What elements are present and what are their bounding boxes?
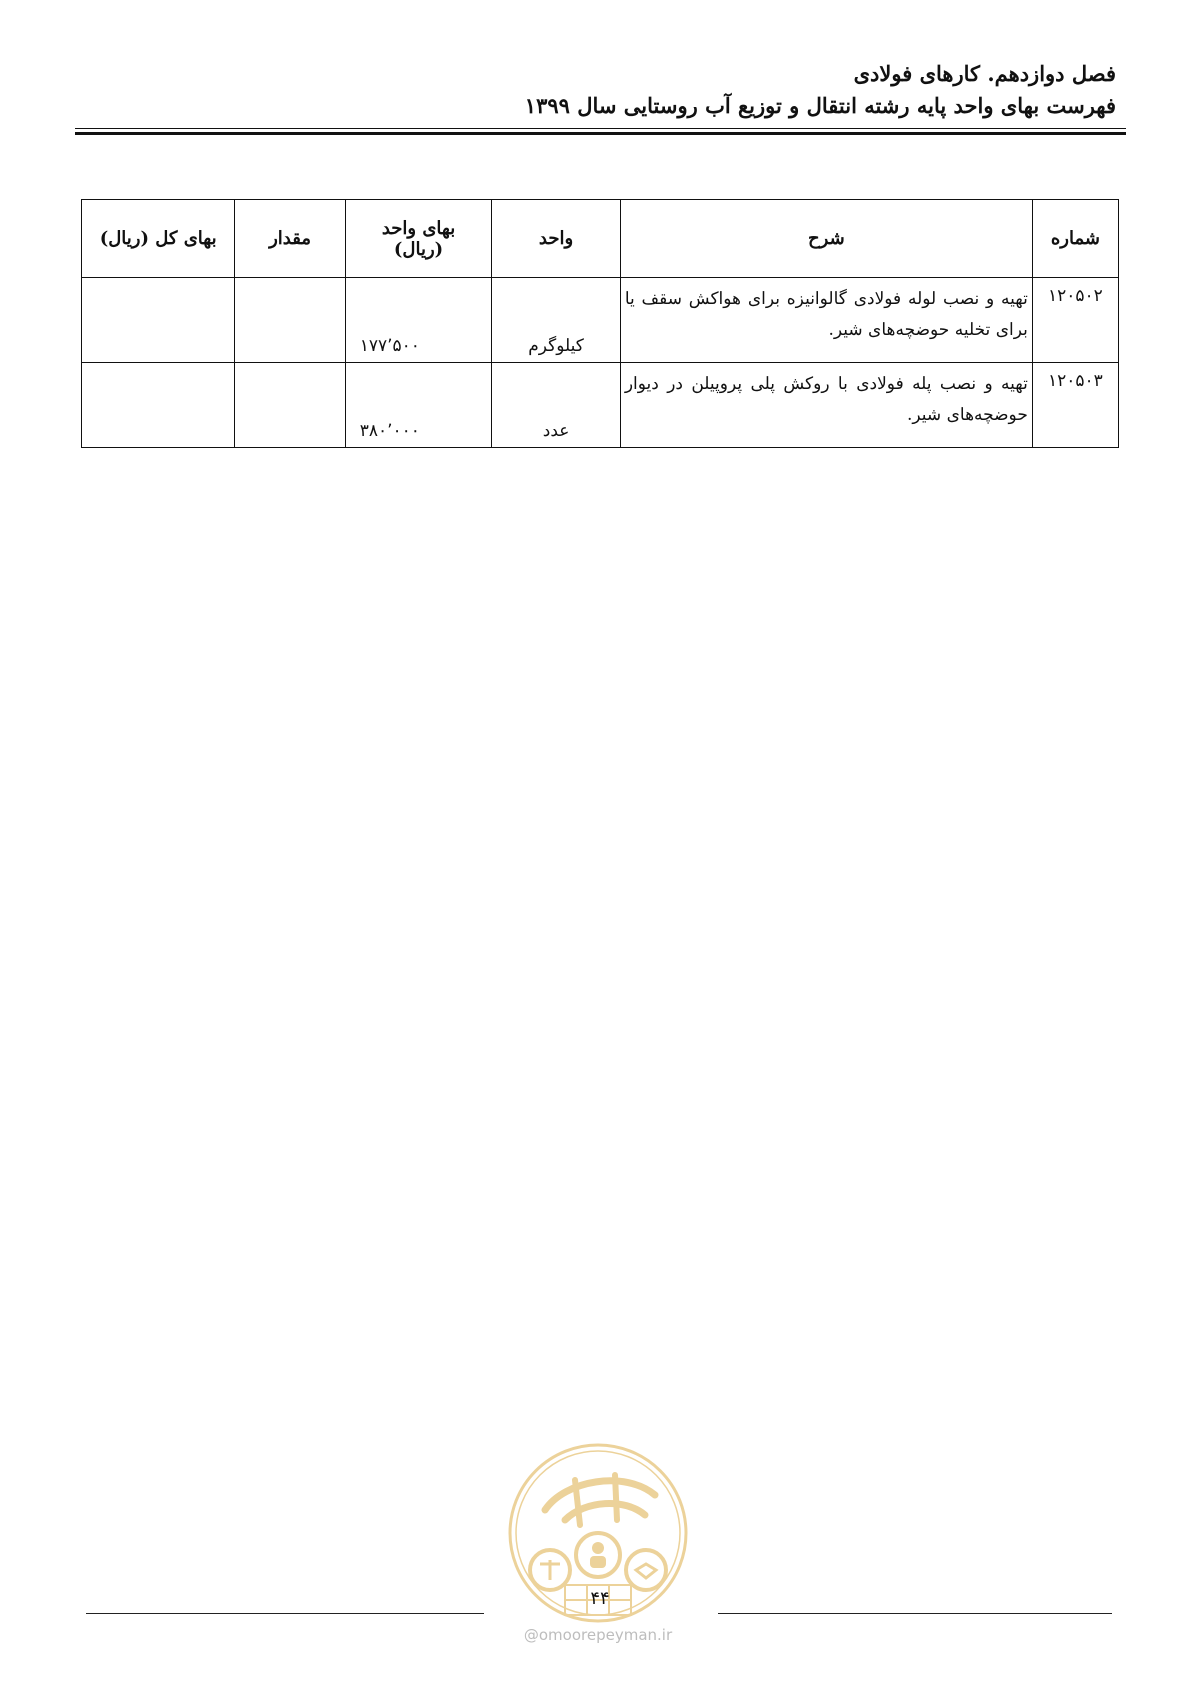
column-header-unit: واحد [492,200,621,278]
table-row [82,363,1119,448]
row-total-price [82,278,235,363]
column-header-quantity: مقدار [235,200,345,278]
row-description: تهیه و نصب پله فولادی با روکش پلی پروپیلن در دیوار حوضچه‌های شیر. [620,363,1032,448]
unit-price-header-line2: (ریال) [393,238,444,260]
site-credit: @omoorepeyman.ir [523,1626,673,1644]
logo-lettering [545,1475,655,1525]
row-quantity [235,363,345,448]
row-total-price [82,363,235,448]
row-unit-price: ۱۷۷٬۵۰۰ [345,278,492,363]
page-header [66,58,1116,122]
header-rule-thick [75,132,1126,135]
page-number: ۴۴ [590,1588,610,1609]
person-icon [590,1542,606,1568]
row-number: ۱۲۰۵۰۲ [1032,278,1118,363]
handshake-icon [636,1564,656,1578]
column-header-total-price: بهای کل (ریال) [82,200,235,278]
table-row [82,278,1119,363]
row-unit: کیلوگرم [492,278,621,363]
document-title: فهرست بهای واحد پایه رشته انتقال و توزیع آب روستایی سال ۱۳۹۹ [524,93,1116,118]
scales-of-justice-icon [540,1560,560,1580]
price-list-table [81,199,1119,448]
row-quantity [235,278,345,363]
footer-rule-right [718,1613,1112,1614]
column-header-number: شماره [1032,200,1118,278]
column-header-unit-price [345,200,492,278]
header-rule-thin [75,128,1126,129]
unit-price-header-line1: بهای واحد [381,217,456,239]
column-header-description: شرح [620,200,1032,278]
row-description: تهیه و نصب لوله فولادی گالوانیزه برای هواکش سقف یا برای تخلیه حوضچه‌های شیر. [620,278,1032,363]
footer-rule-left [86,1613,484,1614]
chapter-title: فصل دوازدهم. کارهای فولادی [853,61,1116,86]
row-number: ۱۲۰۵۰۳ [1032,363,1118,448]
row-unit-price: ۳۸۰٬۰۰۰ [345,363,492,448]
row-unit: عدد [492,363,621,448]
table-header-row [82,200,1119,278]
